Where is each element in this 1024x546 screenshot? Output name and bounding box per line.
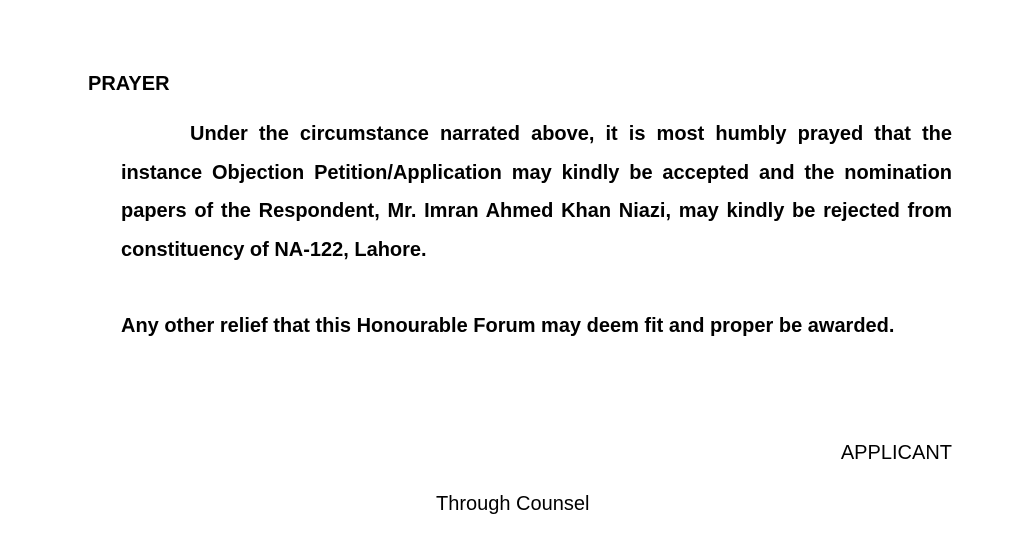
section-heading: PRAYER xyxy=(88,73,170,95)
prayer-paragraph: Under the circumstance narrated above, it is most humbly prayed that the instance Objection Petition/Application may kindly be accepted and the nomination papers of the Respondent, Mr. Imran Ahmed Khan Niazi, may kindly be rejected from constituency of NA-122, Lahore. xyxy=(121,123,952,261)
applicant-label: APPLICANT xyxy=(840,442,952,464)
relief-paragraph: Any other relief that this Honourable Forum may deem fit and proper be awarded. xyxy=(121,315,895,337)
through-counsel-label: Through Counsel xyxy=(436,493,590,515)
